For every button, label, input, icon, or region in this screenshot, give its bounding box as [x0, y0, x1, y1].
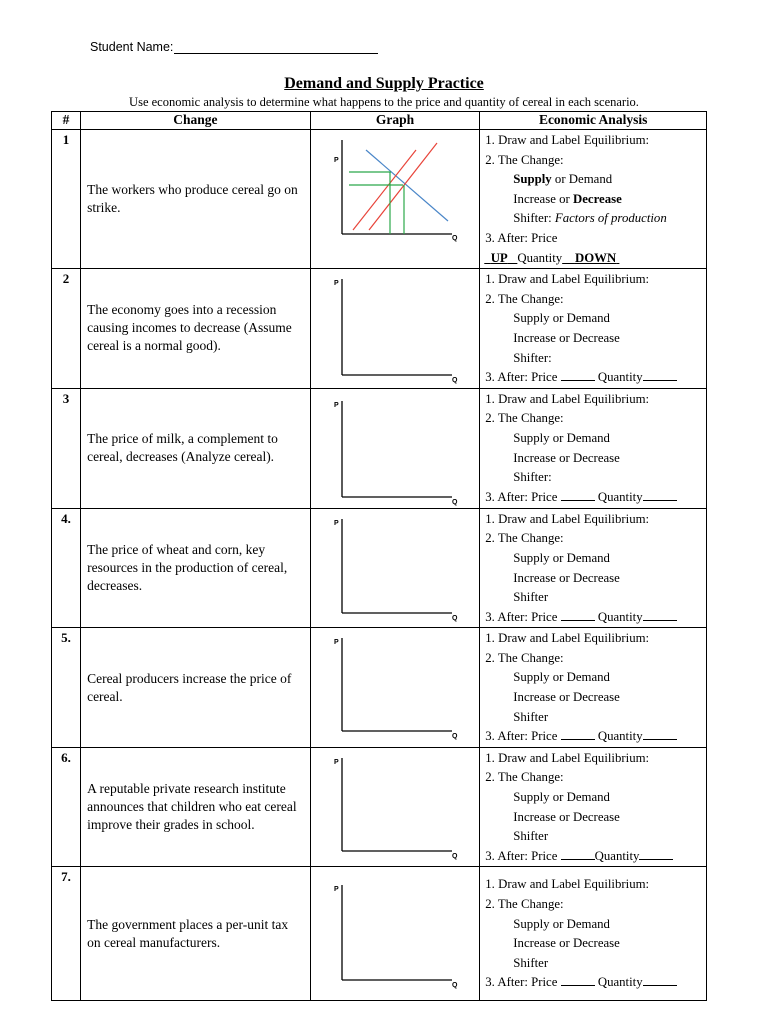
quantity-blank[interactable] — [643, 368, 677, 381]
after-line — [485, 488, 706, 508]
blank-graph — [311, 748, 480, 863]
step-change: 2. The Change: — [485, 897, 564, 911]
step-change: 2. The Change: — [485, 411, 564, 426]
student-name-label: Student Name: — [90, 40, 174, 54]
price-answer: UP — [490, 250, 508, 265]
row-number: 4. — [52, 508, 81, 628]
selected-supply: Supply — [513, 172, 552, 187]
table-row — [52, 388, 707, 508]
after-price-label: 3. After: Price — [485, 609, 558, 624]
price-blank[interactable] — [561, 727, 595, 740]
or-demand-text: or Demand — [551, 172, 613, 187]
row-change: The price of wheat and corn, key resources in the production of cereal, decreases. — [81, 508, 311, 628]
step-change: 2. The Change: — [485, 770, 564, 785]
row-number: 2 — [52, 269, 81, 389]
graph-cell[interactable] — [310, 130, 480, 269]
increase-or-decrease-answer — [485, 190, 706, 210]
row-number: 7. — [52, 867, 81, 1001]
quantity-axis-label: Q — [451, 498, 458, 506]
row-number: 5. — [52, 628, 81, 748]
selected-decrease: Decrease — [572, 191, 622, 206]
quantity-label: Quantity — [597, 489, 643, 504]
supply-or-demand: Supply or Demand — [513, 790, 610, 805]
row-change: The workers who produce cereal go on strike. — [81, 130, 311, 269]
graph-cell[interactable] — [310, 269, 480, 389]
table-row — [52, 867, 707, 1001]
blank-graph — [311, 269, 480, 387]
analysis-cell — [480, 747, 707, 867]
quantity-label: Quantity — [597, 975, 643, 990]
row-number: 6. — [52, 747, 81, 867]
price-axis-label: P — [333, 758, 339, 766]
quantity-answer: DOWN — [574, 250, 617, 265]
quantity-label: Quantity — [597, 729, 643, 744]
row-number: 1 — [52, 130, 81, 269]
shifter-value: Factors of production — [554, 211, 667, 226]
analysis-cell — [480, 628, 707, 748]
after-answers — [484, 249, 706, 269]
blank-graph — [311, 867, 480, 1001]
step-equilibrium: 1. Draw and Label Equilibrium: — [485, 631, 650, 646]
quantity-blank[interactable] — [643, 608, 677, 621]
analysis-cell — [480, 130, 707, 269]
after-price-label: 3. After: Price — [485, 848, 558, 863]
price-axis-label: P — [333, 280, 339, 288]
analysis-cell — [480, 269, 707, 389]
step-equilibrium: 1. Draw and Label Equilibrium: — [485, 391, 650, 406]
analysis-cell — [480, 867, 707, 1001]
supply-or-demand: Supply or Demand — [513, 916, 610, 931]
row-number: 3 — [52, 388, 81, 508]
step-change: 2. The Change: — [485, 291, 564, 306]
worksheet-instructions: Use economic analysis to determine what happens to the price and quantity of cereal in each scenario. — [129, 95, 639, 109]
step-change: 2. The Change: — [485, 152, 564, 167]
after-price-label: 3. After: Price — [485, 729, 558, 744]
quantity-axis-label: Q — [451, 982, 458, 990]
quantity-axis-label: Q — [451, 235, 458, 242]
quantity-axis-label: Q — [451, 733, 458, 741]
after-price-label: 3. After: Price — [485, 975, 558, 990]
step-change: 2. The Change: — [485, 531, 564, 546]
table-row — [52, 747, 707, 867]
shifter-label: Shifter: — [513, 350, 552, 365]
price-answer-blank — [484, 251, 517, 265]
table-row — [52, 130, 707, 269]
analysis-cell — [480, 388, 707, 508]
after-line — [485, 608, 706, 628]
shifter-answer — [485, 209, 706, 229]
increase-or-decrease: Increase or Decrease — [513, 809, 620, 824]
graph-cell[interactable] — [310, 628, 480, 748]
step-change: 2. The Change: — [485, 650, 564, 665]
supply-or-demand-answer — [485, 170, 706, 190]
row-change: The economy goes into a recession causing incomes to decrease (Assume cereal is a normal good). — [81, 269, 311, 389]
quantity-axis-label: Q — [451, 852, 458, 860]
after-line — [485, 368, 706, 388]
increase-or-decrease: Increase or Decrease — [513, 570, 620, 585]
after-line — [485, 973, 706, 993]
col-header-number: # — [52, 112, 81, 130]
price-blank[interactable] — [561, 847, 595, 860]
worksheet-title: Demand and Supply Practice — [284, 75, 484, 92]
table-row — [52, 628, 707, 748]
row-change: Cereal producers increase the price of cereal. — [81, 628, 311, 748]
supply-demand-graph — [311, 130, 480, 266]
price-blank[interactable] — [561, 608, 595, 621]
price-axis-label: P — [333, 519, 339, 527]
table-header-row — [52, 112, 707, 130]
supply-curve-original — [353, 150, 416, 230]
price-blank[interactable] — [561, 973, 595, 986]
supply-or-demand: Supply or Demand — [513, 550, 610, 565]
after-price-label: 3. After: Price — [485, 489, 558, 504]
step-equilibrium: 1. Draw and Label Equilibrium: — [485, 133, 650, 147]
quantity-blank[interactable] — [639, 847, 673, 860]
quantity-answer-blank — [562, 251, 619, 265]
after-price-label: 3. After: Price — [485, 370, 558, 385]
increase-or-decrease: Increase or Decrease — [513, 330, 620, 345]
practice-table — [51, 111, 707, 1001]
price-blank[interactable] — [561, 368, 595, 381]
quantity-axis-label: Q — [451, 377, 458, 385]
increase-or-decrease: Increase or Decrease — [513, 450, 620, 465]
analysis-cell — [480, 508, 707, 628]
quantity-label: Quantity — [517, 250, 563, 265]
supply-or-demand: Supply or Demand — [513, 430, 610, 445]
supply-or-demand: Supply or Demand — [513, 670, 610, 685]
row-change: A reputable private research institute announces that children who eat cereal improve their grades in school. — [81, 747, 311, 867]
shifter-label: Shifter: — [513, 211, 555, 226]
step-equilibrium: 1. Draw and Label Equilibrium: — [485, 511, 650, 526]
blank-graph — [311, 389, 480, 509]
supply-or-demand: Supply or Demand — [513, 311, 610, 326]
step-equilibrium: 1. Draw and Label Equilibrium: — [485, 877, 650, 892]
price-blank[interactable] — [561, 488, 595, 501]
blank-graph — [311, 509, 480, 625]
step-after: 3. After: Price — [485, 230, 558, 245]
row-change: The government places a per-unit tax on cereal manufacturers. — [81, 867, 311, 1001]
table-row — [52, 508, 707, 628]
step-equilibrium: 1. Draw and Label Equilibrium: — [485, 272, 650, 287]
graph-cell[interactable] — [310, 867, 480, 1001]
price-axis-label: P — [333, 157, 339, 164]
increase-or-text: Increase or — [513, 191, 573, 206]
shifter-label: Shifter: — [513, 470, 552, 485]
col-header-graph: Graph — [310, 112, 480, 130]
shifter-label: Shifter — [513, 590, 549, 605]
quantity-label: Quantity — [597, 370, 643, 385]
shifter-label: Shifter — [513, 955, 549, 970]
shifter-label: Shifter — [513, 709, 549, 724]
graph-cell[interactable] — [310, 508, 480, 628]
quantity-blank[interactable] — [643, 488, 677, 501]
after-line — [485, 727, 706, 747]
quantity-label: Quantity — [597, 609, 643, 624]
student-name-field[interactable] — [90, 40, 378, 54]
price-axis-label: P — [333, 401, 339, 409]
step-equilibrium: 1. Draw and Label Equilibrium: — [485, 750, 650, 765]
table-row — [52, 269, 707, 389]
price-axis-label: P — [333, 886, 339, 894]
row-change: The price of milk, a complement to cereal, decreases (Analyze cereal). — [81, 388, 311, 508]
shifter-label: Shifter — [513, 829, 549, 844]
blank-graph — [311, 628, 480, 743]
student-name-blank[interactable] — [174, 41, 378, 54]
graph-cell[interactable] — [310, 747, 480, 867]
col-header-analysis: Economic Analysis — [480, 112, 707, 130]
quantity-label: Quantity — [594, 848, 640, 863]
graph-cell[interactable] — [310, 388, 480, 508]
quantity-blank[interactable] — [643, 727, 677, 740]
after-line — [485, 847, 706, 867]
increase-or-decrease: Increase or Decrease — [513, 936, 620, 951]
quantity-blank[interactable] — [643, 973, 677, 986]
col-header-change: Change — [81, 112, 311, 130]
price-axis-label: P — [333, 639, 339, 647]
increase-or-decrease: Increase or Decrease — [513, 690, 620, 705]
quantity-axis-label: Q — [451, 614, 458, 622]
supply-curve-shifted — [369, 143, 437, 230]
